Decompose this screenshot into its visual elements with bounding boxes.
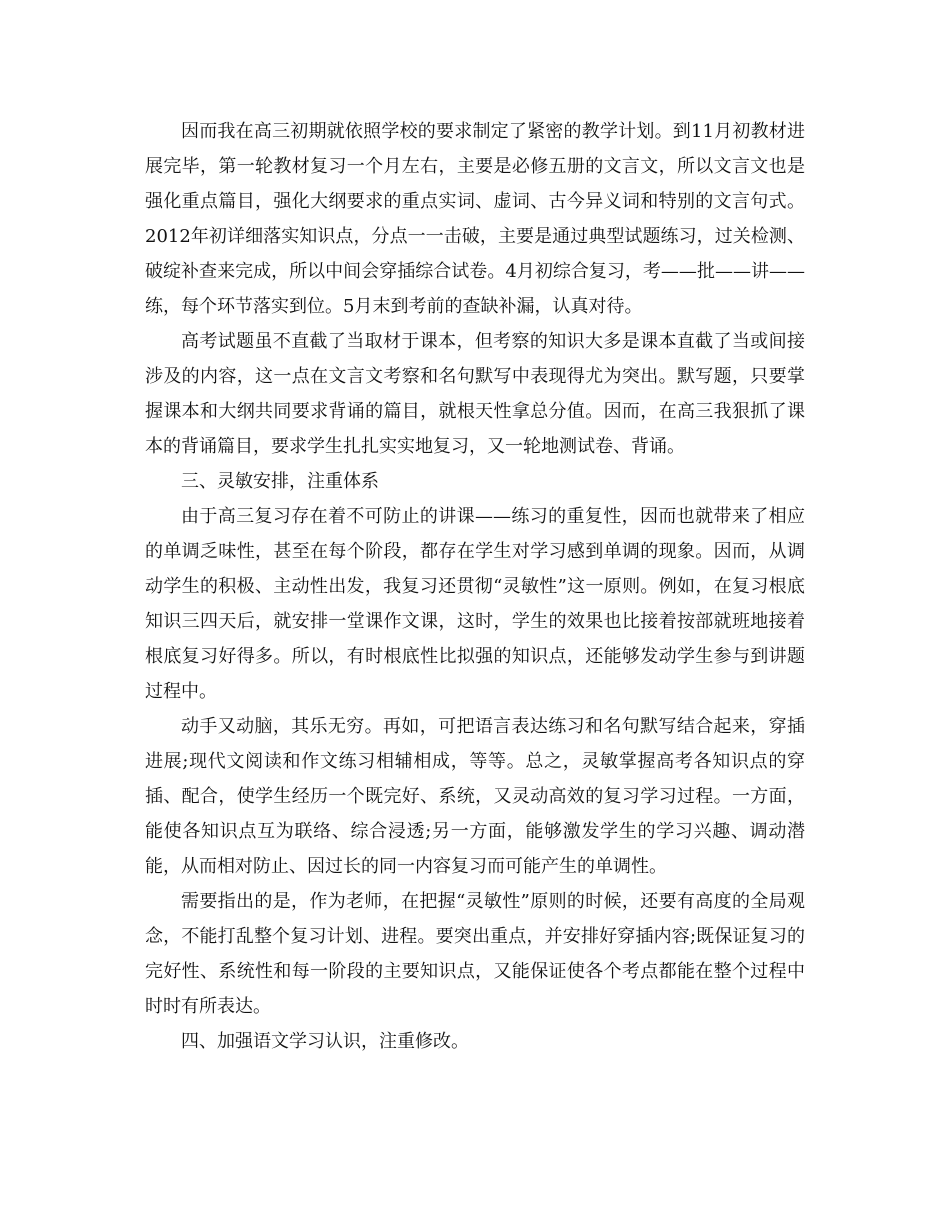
paragraph-hands-and-mind: 动手又动脑，其乐无穷。再如，可把语言表达练习和名句默写结合起来，穿插进展;现代文阅读和作文练习相辅相成，等等。总之，灵敏掌握高考各知识点的穿插、配合，使学生经历一个既完好、系统，又灵动高效的复习学习过程。一方面，能使各知识点互为联络、综合浸透;另一方面，能够激发学生的学习兴趣、调动潜能，从而相对防止、因过长的同一内容复习而可能产生的单调性。: [145, 716, 805, 877]
paragraph-teacher-note: 需要指出的是，作为老师，在把握“灵敏性”原则的时候，还要有高度的全局观念，不能打乱整个复习计划、进程。要突出重点，并安排好穿插内容;既保证复习的完好性、系统性和每一阶段的主要知识点，又能保证使各个考点都能在整个过程中时时有所表达。: [145, 891, 805, 1017]
section-heading-flexible-arrangement: 三、灵敏安排，注重体系: [181, 471, 379, 492]
paragraph-plan: 因而我在高三初期就依照学校的要求制定了紧密的教学计划。到11月初教材进展完毕，第一轮教材复习一个月左右，主要是必修五册的文言文，所以文言文也是强化重点篇目，强化大纲要求的重点实词、虚词、古今异义词和特别的文言句式。2012年初详细落实知识点，分点一一击破，主要是通过典型试题练习，过关检测、破绽补查来完成，所以中间会穿插综合试卷。4月初综合复习，考——批——讲——练，每个环节落实到位。5月末到考前的查缺补漏，认真对待。: [145, 121, 805, 317]
paragraph-textbook: 高考试题虽不直截了当取材于课本，但考察的知识大多是课本直截了当或间接涉及的内容，这一点在文言文考察和名句默写中表现得尤为突出。默写题，只要掌握课本和大纲共同要求背诵的篇目，就根天性拿总分值。因而，在高三我狠抓了课本的背诵篇目，要求学生扎扎实实地复习，又一轮地测试卷、背诵。: [145, 331, 805, 457]
paragraph-flexibility: 由于高三复习存在着不可防止的讲课——练习的重复性，因而也就带来了相应的单调乏味性，甚至在每个阶段，都存在学生对学习感到单调的现象。因而，从调动学生的积极、主动性出发，我复习还贯彻“灵敏性”这一原则。例如，在复习根底知识三四天后，就安排一堂课作文课，这时，学生的效果也比接着按部就班地接着根底复习好得多。所以，有时根底性比拟强的知识点，还能够发动学生参与到讲题过程中。: [145, 506, 805, 702]
section-heading-strengthen-awareness: 四、加强语文学习认识，注重修改。: [181, 1031, 469, 1052]
document-page: [145, 114, 805, 1059]
